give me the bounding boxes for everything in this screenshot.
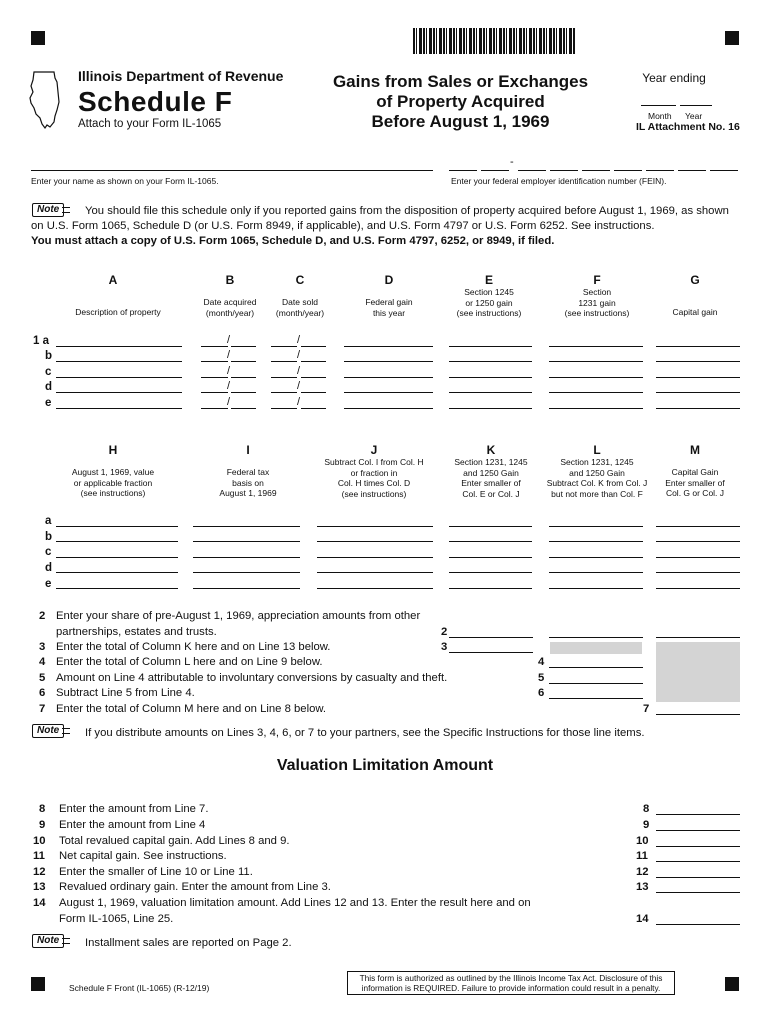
- line-text: Enter your share of pre-August 1, 1969, appreciation amounts from other: [56, 610, 421, 622]
- line-text: Enter the amount from Line 7.: [59, 803, 209, 815]
- line-5-field[interactable]: [549, 683, 643, 684]
- column-description: Section 1231, 1245 and 1250 Gain Enter smaller of Col. E or Col. J: [454, 457, 528, 499]
- section-1231-gain-field[interactable]: [549, 346, 643, 347]
- row-label: c: [45, 366, 52, 378]
- line-ref: 11: [636, 850, 648, 862]
- section-1245-gain-field[interactable]: [449, 346, 532, 347]
- col-k-field[interactable]: [449, 526, 532, 527]
- col-j-field[interactable]: [317, 588, 433, 589]
- col-m-field[interactable]: [656, 526, 740, 527]
- fein-field[interactable]: [582, 170, 610, 171]
- line-number: 8: [39, 803, 46, 815]
- note-badge: Note: [32, 934, 64, 948]
- row-label: d: [45, 381, 53, 393]
- year-field[interactable]: [680, 105, 712, 106]
- line-ref: 12: [636, 866, 649, 878]
- acquired-year-field[interactable]: [231, 408, 256, 409]
- col-i-field[interactable]: [193, 588, 300, 589]
- line-ref: 2: [441, 626, 448, 638]
- disclosure-box: [347, 971, 675, 995]
- form-title-line: Before August 1, 1969: [371, 112, 550, 131]
- description-field[interactable]: [56, 408, 182, 409]
- description-field[interactable]: [56, 346, 182, 347]
- line-2-field[interactable]: [449, 637, 533, 638]
- line-text: Subtract Line 5 from Line 4.: [56, 687, 195, 699]
- row-label: e: [45, 397, 52, 409]
- column-description: Description of property: [75, 307, 161, 317]
- col-m-field[interactable]: [656, 572, 740, 573]
- col-k-field[interactable]: [449, 557, 532, 558]
- sold-year-field[interactable]: [301, 361, 326, 362]
- section-1231-gain-field[interactable]: [549, 377, 643, 378]
- col-h-field[interactable]: [56, 541, 178, 542]
- date-separator: /: [227, 365, 231, 377]
- date-separator: /: [227, 349, 231, 361]
- line-text: Total revalued capital gain. Add Lines 8 and 9.: [59, 835, 290, 847]
- description-field[interactable]: [56, 392, 182, 393]
- line-ref: 8: [643, 803, 650, 815]
- line-7-field[interactable]: [656, 714, 740, 715]
- line-10-field[interactable]: [656, 846, 740, 847]
- acquired-year-field[interactable]: [231, 361, 256, 362]
- fein-field[interactable]: [481, 170, 509, 171]
- line-ref: 13: [636, 881, 649, 893]
- column-letter: G: [690, 273, 700, 287]
- line-text: Revalued ordinary gain. Enter the amount from Line 3.: [59, 881, 331, 893]
- col-h-field[interactable]: [56, 572, 178, 573]
- capital-gain-field[interactable]: [656, 377, 740, 378]
- year-ending-label: Year ending: [642, 71, 706, 85]
- fein-caption: Enter your federal employer identification number (FEIN).: [451, 176, 667, 186]
- column-letter: F: [593, 273, 601, 287]
- note-text: You must attach a copy of U.S. Form 1065, Schedule D, and U.S. Form 4797, 6252, or 8949, if filed.: [31, 235, 555, 247]
- sold-year-field[interactable]: [301, 392, 326, 393]
- fein-field[interactable]: [678, 170, 706, 171]
- shaded-box: [550, 642, 642, 654]
- form-title-line: of Property Acquired: [376, 92, 545, 111]
- sold-month-field[interactable]: [271, 361, 297, 362]
- column-description: Section 1231 gain (see instructions): [564, 287, 630, 318]
- column-description: Capital Gain Enter smaller of Col. G or Col. J: [665, 467, 725, 498]
- column-description: Date acquired (month/year): [203, 297, 257, 318]
- line-number: 13: [33, 881, 46, 893]
- section-1231-gain-field[interactable]: [549, 392, 643, 393]
- row-label: a: [45, 515, 52, 527]
- date-separator: /: [297, 349, 301, 361]
- line-text: Enter the total of Column M here and on Line 8 below.: [56, 703, 327, 715]
- row-label: b: [45, 531, 53, 543]
- line-text: Enter the amount from Line 4: [59, 819, 206, 831]
- line-number: 14: [33, 897, 46, 909]
- registration-mark: [725, 31, 739, 45]
- column-letter: L: [593, 443, 601, 457]
- fein-field[interactable]: [710, 170, 738, 171]
- col-k-field[interactable]: [449, 588, 532, 589]
- date-separator: /: [227, 334, 231, 346]
- note-text: If you distribute amounts on Lines 3, 4, 6, or 7 to your partners, see the Specific Instructions for those line items.: [85, 727, 645, 739]
- disclosure-text: information is REQUIRED. Failure to provide information could result in a penalty.: [361, 983, 661, 993]
- shaded-box: [656, 642, 740, 702]
- line-text: partnerships, estates and trusts.: [56, 626, 217, 638]
- col-j-field[interactable]: [317, 572, 433, 573]
- date-separator: /: [297, 380, 301, 392]
- fein-field[interactable]: [449, 170, 477, 171]
- col-m-field[interactable]: [656, 541, 740, 542]
- col-j-field[interactable]: [317, 541, 433, 542]
- column-letter: D: [384, 273, 394, 287]
- line-number: 12: [33, 866, 46, 878]
- column-letter: M: [690, 443, 700, 457]
- column-description: Date sold (month/year): [275, 297, 325, 318]
- note-text: Installment sales are reported on Page 2.: [85, 937, 292, 949]
- col-i-field[interactable]: [193, 572, 300, 573]
- description-field[interactable]: [56, 377, 182, 378]
- column-description: Capital gain: [672, 307, 718, 317]
- sold-year-field[interactable]: [301, 377, 326, 378]
- sold-month-field[interactable]: [271, 392, 297, 393]
- column-letter: A: [108, 273, 118, 287]
- date-separator: /: [297, 396, 301, 408]
- line-number: 3: [39, 641, 46, 653]
- column-description: Subtract Col. I from Col. H or fraction in Col. H times Col. D (see instructions): [324, 457, 424, 499]
- line-text: Form IL-1065, Line 25.: [59, 913, 174, 925]
- description-field[interactable]: [56, 361, 182, 362]
- section-1245-gain-field[interactable]: [449, 377, 532, 378]
- line-ref: 5: [538, 672, 545, 684]
- row-label: d: [45, 562, 53, 574]
- date-separator: /: [227, 380, 231, 392]
- federal-gain-field[interactable]: [344, 346, 433, 347]
- col-m-field[interactable]: [656, 557, 740, 558]
- acquired-month-field[interactable]: [201, 408, 228, 409]
- fein-field[interactable]: [614, 170, 642, 171]
- capital-gain-field[interactable]: [656, 408, 740, 409]
- col-i-field[interactable]: [193, 526, 300, 527]
- schedule-title: Schedule F: [78, 86, 233, 117]
- line-ref: 6: [538, 687, 545, 699]
- form-title-line: Gains from Sales or Exchanges: [332, 72, 589, 91]
- attachment-number: IL Attachment No. 16: [636, 121, 740, 133]
- date-separator: /: [297, 365, 301, 377]
- capital-gain-field[interactable]: [656, 392, 740, 393]
- col-k-field[interactable]: [449, 572, 532, 573]
- line-3-field[interactable]: [449, 652, 533, 653]
- line-9-field[interactable]: [656, 830, 740, 831]
- col-l-field[interactable]: [549, 588, 643, 589]
- col-l-field[interactable]: [549, 557, 643, 558]
- line-2-col-m-field[interactable]: [656, 637, 740, 638]
- column-description: Federal gain this year: [365, 297, 413, 318]
- column-description: Section 1231, 1245 and 1250 Gain Subtract Col. K from Col. J but not more than Col. F: [546, 457, 648, 499]
- attach-instruction: Attach to your Form IL-1065: [78, 118, 222, 130]
- form-title: [318, 72, 603, 132]
- section-1231-gain-field[interactable]: [549, 408, 643, 409]
- name-field[interactable]: [31, 170, 433, 171]
- col-j-field[interactable]: [317, 557, 433, 558]
- fein-field[interactable]: [646, 170, 674, 171]
- line-number: 4: [39, 656, 46, 668]
- column-letter: J: [370, 443, 378, 457]
- section-title: Valuation Limitation Amount: [276, 757, 494, 774]
- line-ref: 3: [441, 641, 448, 653]
- note-text: on U.S. Form 1065, Schedule D (or U.S. Form 8949, if applicable), and U.S. Form 4797 or U.S. Form 6252. See instructions.: [31, 220, 655, 232]
- month-caption: Month: [648, 111, 672, 121]
- acquired-month-field[interactable]: [201, 377, 228, 378]
- section-1245-gain-field[interactable]: [449, 408, 532, 409]
- line-number: 6: [39, 687, 46, 699]
- federal-gain-field[interactable]: [344, 361, 433, 362]
- row-label: e: [45, 578, 52, 590]
- fein-field[interactable]: [550, 170, 578, 171]
- sold-year-field[interactable]: [301, 346, 326, 347]
- line-number: 11: [33, 850, 45, 862]
- year-caption: Year: [685, 111, 703, 121]
- row-label: b: [45, 350, 53, 362]
- section-1245-gain-field[interactable]: [449, 392, 532, 393]
- row-label: c: [45, 546, 52, 558]
- registration-mark: [725, 977, 739, 991]
- line-text: Enter the smaller of Line 10 or Line 11.: [59, 866, 253, 878]
- column-letter: B: [225, 273, 235, 287]
- line-text: Enter the total of Column L here and on Line 9 below.: [56, 656, 323, 668]
- capital-gain-field[interactable]: [656, 361, 740, 362]
- column-letter: I: [246, 443, 250, 457]
- col-l-field[interactable]: [549, 572, 643, 573]
- line-ref: 14: [636, 913, 649, 925]
- line-11-field[interactable]: [656, 861, 740, 862]
- note-badge: Note: [32, 724, 64, 738]
- col-h-field[interactable]: [56, 557, 178, 558]
- section-1231-gain-field[interactable]: [549, 361, 643, 362]
- acquired-month-field[interactable]: [201, 392, 228, 393]
- fein-field[interactable]: [518, 170, 546, 171]
- registration-mark: [31, 31, 45, 45]
- fein-hyphen: -: [510, 156, 514, 168]
- line-13-field[interactable]: [656, 892, 740, 893]
- col-j-field[interactable]: [317, 526, 433, 527]
- illinois-map-icon: [28, 70, 62, 130]
- month-field[interactable]: [641, 105, 676, 106]
- section-1245-gain-field[interactable]: [449, 361, 532, 362]
- disclosure-text: This form is authorized as outlined by the Illinois Income Tax Act. Disclosure of this: [359, 973, 663, 983]
- line-ref: 9: [643, 819, 650, 831]
- row-label: 1 a: [33, 335, 49, 347]
- line-12-field[interactable]: [656, 877, 740, 878]
- line-number: 10: [33, 835, 46, 847]
- line-2-col-l-field[interactable]: [549, 637, 643, 638]
- line-text: Enter the total of Column K here and on Line 13 below.: [56, 641, 331, 653]
- acquired-year-field[interactable]: [231, 377, 256, 378]
- line-ref: 7: [643, 703, 650, 715]
- line-text: Amount on Line 4 attributable to involuntary conversions by casualty and theft.: [56, 672, 448, 684]
- line-ref: 4: [538, 656, 545, 668]
- line-number: 7: [39, 703, 46, 715]
- col-i-field[interactable]: [193, 557, 300, 558]
- line-number: 5: [39, 672, 46, 684]
- date-separator: /: [227, 396, 231, 408]
- barcode: [413, 28, 575, 54]
- sold-month-field[interactable]: [271, 408, 297, 409]
- acquired-year-field[interactable]: [231, 392, 256, 393]
- note-text: You should file this schedule only if you reported gains from the disposition of property acquired before August 1, 1969, as shown: [85, 205, 729, 217]
- acquired-month-field[interactable]: [201, 346, 228, 347]
- column-description: Section 1245 or 1250 gain (see instructions): [456, 287, 522, 318]
- sold-month-field[interactable]: [271, 346, 297, 347]
- column-description: August 1, 1969, value or applicable fraction (see instructions): [71, 467, 155, 498]
- col-i-field[interactable]: [193, 541, 300, 542]
- line-6-field[interactable]: [549, 698, 643, 699]
- col-h-field[interactable]: [56, 588, 178, 589]
- col-l-field[interactable]: [549, 526, 643, 527]
- sold-year-field[interactable]: [301, 408, 326, 409]
- col-m-field[interactable]: [656, 588, 740, 589]
- capital-gain-field[interactable]: [656, 346, 740, 347]
- federal-gain-field[interactable]: [344, 377, 433, 378]
- registration-mark: [31, 977, 45, 991]
- col-k-field[interactable]: [449, 541, 532, 542]
- line-ref: 10: [636, 835, 649, 847]
- acquired-year-field[interactable]: [231, 346, 256, 347]
- column-letter: C: [295, 273, 305, 287]
- federal-gain-field[interactable]: [344, 392, 433, 393]
- acquired-month-field[interactable]: [201, 361, 228, 362]
- form-id: Schedule F Front (IL-1065) (R-12/19): [69, 983, 210, 993]
- line-4-field[interactable]: [549, 667, 643, 668]
- line-8-field[interactable]: [656, 814, 740, 815]
- date-separator: /: [297, 334, 301, 346]
- column-description: Federal tax basis on August 1, 1969: [219, 467, 277, 498]
- col-l-field[interactable]: [549, 541, 643, 542]
- sold-month-field[interactable]: [271, 377, 297, 378]
- note-badge: Note: [32, 203, 64, 217]
- column-letter: H: [108, 443, 118, 457]
- name-caption: Enter your name as shown on your Form IL-1065.: [31, 176, 219, 186]
- line-number: 9: [39, 819, 46, 831]
- line-text: August 1, 1969, valuation limitation amount. Add Lines 12 and 13. Enter the result here and on: [59, 897, 531, 909]
- column-letter: K: [486, 443, 496, 457]
- line-text: Net capital gain. See instructions.: [59, 850, 227, 862]
- federal-gain-field[interactable]: [344, 408, 433, 409]
- col-h-field[interactable]: [56, 526, 178, 527]
- line-number: 2: [39, 610, 46, 622]
- column-letter: E: [484, 273, 493, 287]
- line-14-field[interactable]: [656, 924, 740, 925]
- agency-name: Illinois Department of Revenue: [78, 68, 284, 84]
